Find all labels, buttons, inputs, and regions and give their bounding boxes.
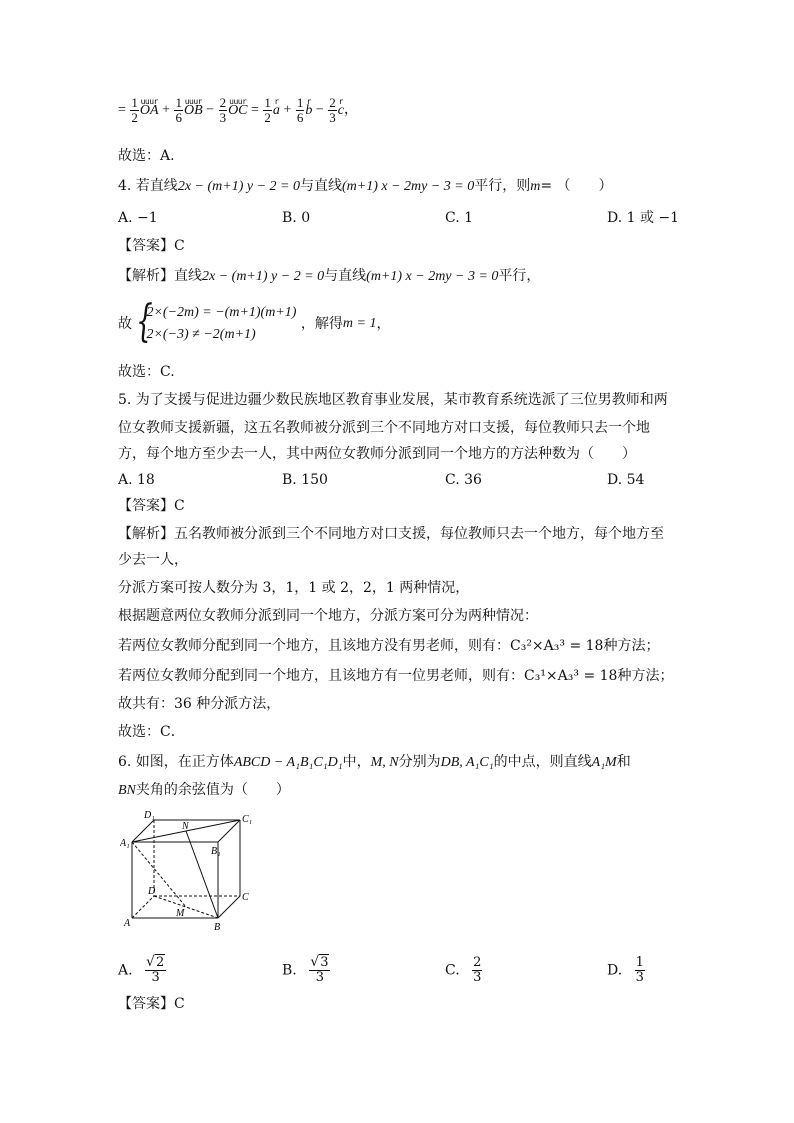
label-a1: A₁ [120,838,130,849]
label-c: C [242,892,249,903]
q4-stem: 4. 若直线2x − (m+1) y − 2 = 0与直线(m+1) x − 2my − 3 = 0平行，则m= （ ） [118,178,613,194]
q5-answer: 【答案】C [118,498,185,514]
q6-option-b: B. √ 3 3 [282,954,329,985]
q5-analysis-2: 少去一人， [118,552,188,568]
vector-ob: uuur OB [184,101,203,121]
q6-option-d: D. $\frac{1}{3}$ [607,955,644,985]
q5-stem-2: 位女教师支援新疆，这五名教师被分派到三个不同地方对口支援，每位教师只去一个地 [118,420,650,436]
q4-answer: 【答案】C [118,238,185,254]
label-c1: C₁ [242,814,253,825]
vector-oc: uuur OC [228,101,247,121]
label-m: M [176,908,185,919]
vector-oa: uuur OA [140,101,159,121]
q5-analysis-6: 若两位女教师分配到同一个地方，且该地方有一位男老师，则有：C₃¹×A₃³ = 18种方法； [118,668,674,684]
q6-options [118,944,678,986]
label-n: N [182,821,189,832]
q6-option-c: C. $\frac{2}{3}$ [445,955,482,985]
q4-option-c: C. 1 [445,210,474,226]
q5-analysis-5: 若两位女教师分配到同一个地方，且该地方没有男老师，则有：C₃²×A₃³ = 18种方法； [118,638,660,654]
q5-analysis-3: 分派方案可按人数分为 3，1，1 或 2，2，1 两种情况， [118,580,470,596]
q4-option-b: B. 0 [282,210,311,226]
q5-analysis-7: 故共有：36 种分派方法， [118,696,281,712]
q5-option-d: D. 54 [607,472,645,488]
q6-answer: 【答案】C [118,996,185,1012]
q4-analysis: 【解析】直线2x − (m+1) y − 2 = 0与直线(m+1) x − 2my − 3 = 0平行， [118,268,541,284]
label-a: A [124,918,131,929]
q3-choose: 故选：A. [118,148,175,164]
q4-option-d: D. 1 或 −1 [607,210,680,226]
q5-option-a: A. 18 [118,472,155,488]
q6-option-a: A. √ 2 3 [118,954,165,985]
q4-system: 故 { 2×(−2m) = −(m+1)(m+1) 2×(−3) ≠ −2(m+1) ，解得m = 1， [118,296,391,347]
q4-option-a: A. −1 [118,210,158,226]
q5-stem-1: 5. 为了支援与促进边疆少数民族地区教育事业发展，某市教育系统选派了三位男教师和两 [118,392,668,408]
label-d: D [148,886,156,897]
left-brace-icon: { [136,296,154,347]
equation-system: { 2×(−2m) = −(m+1)(m+1) 2×(−3) ≠ −2(m+1) [136,296,297,347]
label-b: B [214,922,221,933]
q6-stem-1: 6. 如图，在正方体ABCD − A₁B₁C₁D₁中，M, N分别为DB, A₁C₁的中点，则直线A₁M和 [118,754,631,770]
q3-vector-equation: = $\frac{1}{2}$ uuur OA + $\frac{1}{6}$ uuur OB − $\frac{2}{3}$ uuur OC = $\frac{1}{2}$ r a + $\frac{1}{6}$ r b − $\frac{2}{3}$ r c， [118,96,358,125]
q6-stem-2: BN夹角的余弦值为（ ） [118,782,290,798]
label-b1: B₁ [211,846,221,857]
label-d1: D₁ [144,810,155,821]
q5-analysis-4: 根据题意两位女教师分派到同一个地方，分派方案可分为两种情况： [118,608,538,624]
cube-figure [120,808,260,934]
q5-analysis-1: 【解析】五名教师被分派到三个不同地方对口支援，每位教师只去一个地方，每个地方至 [118,526,664,542]
q4-choose: 故选：C. [118,364,175,380]
fraction: $\frac{1}{2}$ [131,95,138,125]
q5-option-b: B. 150 [282,472,328,488]
q5-stem-3: 方，每个地方至少去一人，其中两位女教师分派到同一个地方的方法种数为（ ） [118,446,636,462]
q5-choose: 故选：C． [118,724,185,740]
q5-option-c: C. 36 [445,472,482,488]
